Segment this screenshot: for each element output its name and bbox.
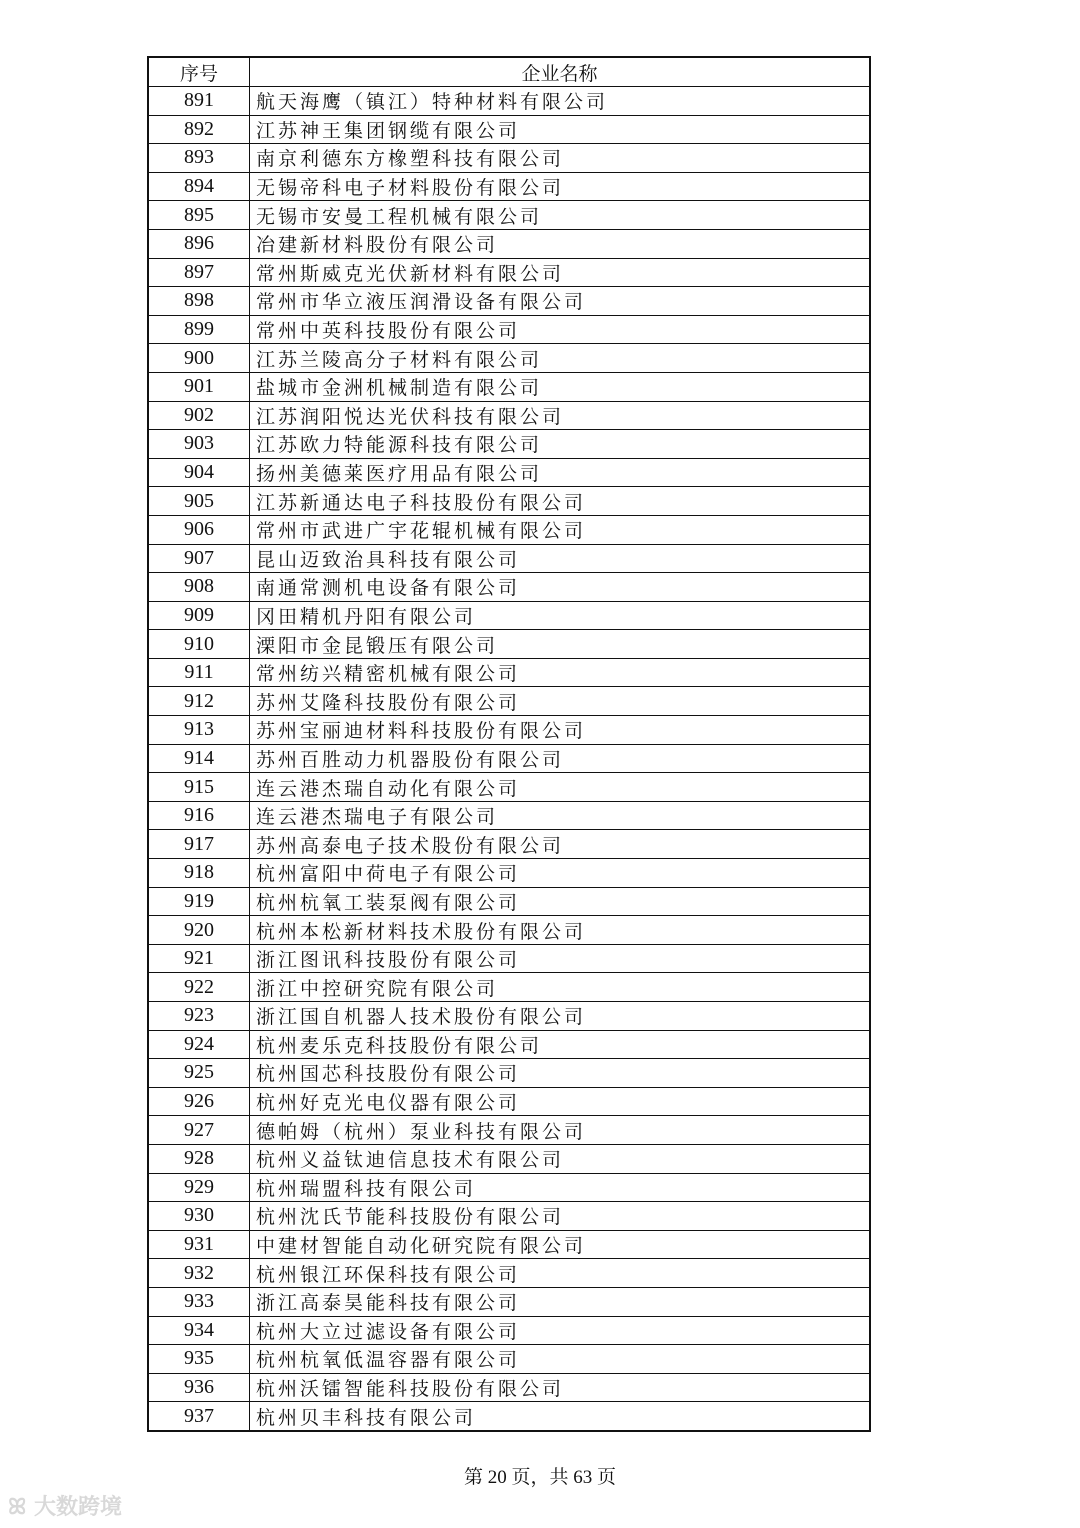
table-row <box>148 944 870 973</box>
table-row <box>148 458 870 487</box>
serial-number: 911 <box>148 658 250 687</box>
table-row <box>148 115 870 144</box>
table-row <box>148 372 870 401</box>
serial-number: 913 <box>148 716 250 745</box>
table-row <box>148 1144 870 1173</box>
table-row <box>148 1230 870 1259</box>
company-name: 浙江中控研究院有限公司 <box>250 973 871 1002</box>
company-name: 杭州瑞盟科技有限公司 <box>250 1173 871 1202</box>
watermark-text: 大数跨境 <box>33 1495 122 1520</box>
serial-number: 921 <box>148 944 250 973</box>
table-row <box>148 1030 870 1059</box>
company-table <box>147 56 871 1432</box>
serial-number: 898 <box>148 287 250 316</box>
table-row <box>148 1087 870 1116</box>
company-name: 杭州麦乐克科技股份有限公司 <box>250 1030 871 1059</box>
company-name: 江苏欧力特能源科技有限公司 <box>250 430 871 459</box>
serial-number: 891 <box>148 87 250 116</box>
table-row <box>148 1173 870 1202</box>
table-row <box>148 1345 870 1374</box>
table-row <box>148 1402 870 1431</box>
serial-number: 928 <box>148 1144 250 1173</box>
serial-number: 897 <box>148 258 250 287</box>
table-row <box>148 1059 870 1088</box>
company-name: 杭州好克光电仪器有限公司 <box>250 1087 871 1116</box>
serial-number: 931 <box>148 1230 250 1259</box>
serial-number: 918 <box>148 859 250 888</box>
serial-number: 907 <box>148 544 250 573</box>
company-name: 苏州百胜动力机器股份有限公司 <box>250 744 871 773</box>
company-name: 杭州富阳中荷电子有限公司 <box>250 859 871 888</box>
serial-number: 916 <box>148 801 250 830</box>
company-name: 连云港杰瑞自动化有限公司 <box>250 773 871 802</box>
watermark-icon: ꕤ <box>8 1495 34 1520</box>
table-header-row <box>148 57 870 87</box>
table-row <box>148 973 870 1002</box>
serial-number: 936 <box>148 1373 250 1402</box>
company-name: 盐城市金洲机械制造有限公司 <box>250 372 871 401</box>
serial-number: 926 <box>148 1087 250 1116</box>
serial-number: 937 <box>148 1402 250 1431</box>
serial-number: 919 <box>148 887 250 916</box>
serial-number: 904 <box>148 458 250 487</box>
serial-number: 920 <box>148 916 250 945</box>
table-row <box>148 916 870 945</box>
table-row <box>148 87 870 116</box>
company-name: 杭州本松新材料技术股份有限公司 <box>250 916 871 945</box>
company-name: 杭州杭氧工装泵阀有限公司 <box>250 887 871 916</box>
company-name: 杭州贝丰科技有限公司 <box>250 1402 871 1431</box>
serial-number: 896 <box>148 229 250 258</box>
watermark-logo <box>8 1490 122 1521</box>
table-row <box>148 515 870 544</box>
company-name: 常州纺兴精密机械有限公司 <box>250 658 871 687</box>
serial-number: 923 <box>148 1002 250 1031</box>
table-row <box>148 201 870 230</box>
table-row <box>148 172 870 201</box>
serial-number: 892 <box>148 115 250 144</box>
serial-number: 932 <box>148 1259 250 1288</box>
company-name: 连云港杰瑞电子有限公司 <box>250 801 871 830</box>
table-row <box>148 573 870 602</box>
table-row <box>148 859 870 888</box>
company-name: 江苏新通达电子科技股份有限公司 <box>250 487 871 516</box>
page-footer: 第 20 页，共 63 页 <box>463 1467 616 1488</box>
company-name: 航天海鹰（镇江）特种材料有限公司 <box>250 87 871 116</box>
serial-number: 922 <box>148 973 250 1002</box>
serial-number: 912 <box>148 687 250 716</box>
table-row <box>148 887 870 916</box>
serial-number: 917 <box>148 830 250 859</box>
company-name: 德帕姆（杭州）泵业科技有限公司 <box>250 1116 871 1145</box>
table-row <box>148 744 870 773</box>
serial-number: 899 <box>148 315 250 344</box>
serial-number: 906 <box>148 515 250 544</box>
company-name: 苏州宝丽迪材料科技股份有限公司 <box>250 716 871 745</box>
serial-number: 910 <box>148 630 250 659</box>
table-row <box>148 430 870 459</box>
company-name: 中建材智能自动化研究院有限公司 <box>250 1230 871 1259</box>
serial-number: 902 <box>148 401 250 430</box>
table-row <box>148 315 870 344</box>
company-name: 苏州高泰电子技术股份有限公司 <box>250 830 871 859</box>
serial-number: 915 <box>148 773 250 802</box>
table-row <box>148 601 870 630</box>
table-row <box>148 716 870 745</box>
table-row <box>148 401 870 430</box>
serial-number: 935 <box>148 1345 250 1374</box>
company-name: 溧阳市金昆锻压有限公司 <box>250 630 871 659</box>
company-name: 扬州美德莱医疗用品有限公司 <box>250 458 871 487</box>
serial-number: 894 <box>148 172 250 201</box>
table-row <box>148 1287 870 1316</box>
table-row <box>148 487 870 516</box>
company-name: 常州市武进广宇花辊机械有限公司 <box>250 515 871 544</box>
company-name: 常州斯威克光伏新材料有限公司 <box>250 258 871 287</box>
company-name: 杭州沃镭智能科技股份有限公司 <box>250 1373 871 1402</box>
serial-number: 901 <box>148 372 250 401</box>
table-row <box>148 801 870 830</box>
company-name: 冶建新材料股份有限公司 <box>250 229 871 258</box>
company-name: 南京利德东方橡塑科技有限公司 <box>250 144 871 173</box>
table-row <box>148 830 870 859</box>
company-name: 苏州艾隆科技股份有限公司 <box>250 687 871 716</box>
serial-number: 893 <box>148 144 250 173</box>
table-row <box>148 1259 870 1288</box>
company-name: 浙江图讯科技股份有限公司 <box>250 944 871 973</box>
company-name: 无锡市安曼工程机械有限公司 <box>250 201 871 230</box>
serial-number: 908 <box>148 573 250 602</box>
table-row <box>148 1316 870 1345</box>
header-serial: 序号 <box>148 57 250 87</box>
table-row <box>148 687 870 716</box>
table-row <box>148 1202 870 1231</box>
company-name: 常州市华立液压润滑设备有限公司 <box>250 287 871 316</box>
table-row <box>148 344 870 373</box>
serial-number: 929 <box>148 1173 250 1202</box>
table-row <box>148 773 870 802</box>
serial-number: 914 <box>148 744 250 773</box>
table-row <box>148 144 870 173</box>
table-row <box>148 544 870 573</box>
company-name: 常州中英科技股份有限公司 <box>250 315 871 344</box>
table-row <box>148 658 870 687</box>
serial-number: 903 <box>148 430 250 459</box>
company-name: 杭州大立过滤设备有限公司 <box>250 1316 871 1345</box>
serial-number: 925 <box>148 1059 250 1088</box>
company-name: 杭州义益钛迪信息技术有限公司 <box>250 1144 871 1173</box>
serial-number: 933 <box>148 1287 250 1316</box>
company-name: 杭州银江环保科技有限公司 <box>250 1259 871 1288</box>
serial-number: 909 <box>148 601 250 630</box>
serial-number: 900 <box>148 344 250 373</box>
company-name: 杭州国芯科技股份有限公司 <box>250 1059 871 1088</box>
company-name: 杭州杭氧低温容器有限公司 <box>250 1345 871 1374</box>
company-name: 昆山迈致治具科技有限公司 <box>250 544 871 573</box>
company-name: 冈田精机丹阳有限公司 <box>250 601 871 630</box>
company-name: 江苏兰陵高分子材料有限公司 <box>250 344 871 373</box>
header-company-name: 企业名称 <box>250 57 871 87</box>
company-name: 杭州沈氏节能科技股份有限公司 <box>250 1202 871 1231</box>
serial-number: 930 <box>148 1202 250 1231</box>
serial-number: 895 <box>148 201 250 230</box>
company-name: 江苏神王集团钢缆有限公司 <box>250 115 871 144</box>
table-row <box>148 1373 870 1402</box>
company-name: 浙江国自机器人技术股份有限公司 <box>250 1002 871 1031</box>
company-name: 江苏润阳悦达光伏科技有限公司 <box>250 401 871 430</box>
table-row <box>148 630 870 659</box>
table-row <box>148 229 870 258</box>
serial-number: 924 <box>148 1030 250 1059</box>
table-row <box>148 258 870 287</box>
serial-number: 934 <box>148 1316 250 1345</box>
company-name: 浙江高泰昊能科技有限公司 <box>250 1287 871 1316</box>
serial-number: 927 <box>148 1116 250 1145</box>
table-row <box>148 287 870 316</box>
serial-number: 905 <box>148 487 250 516</box>
company-name: 无锡帝科电子材料股份有限公司 <box>250 172 871 201</box>
table-row <box>148 1002 870 1031</box>
company-name: 南通常测机电设备有限公司 <box>250 573 871 602</box>
table-row <box>148 1116 870 1145</box>
